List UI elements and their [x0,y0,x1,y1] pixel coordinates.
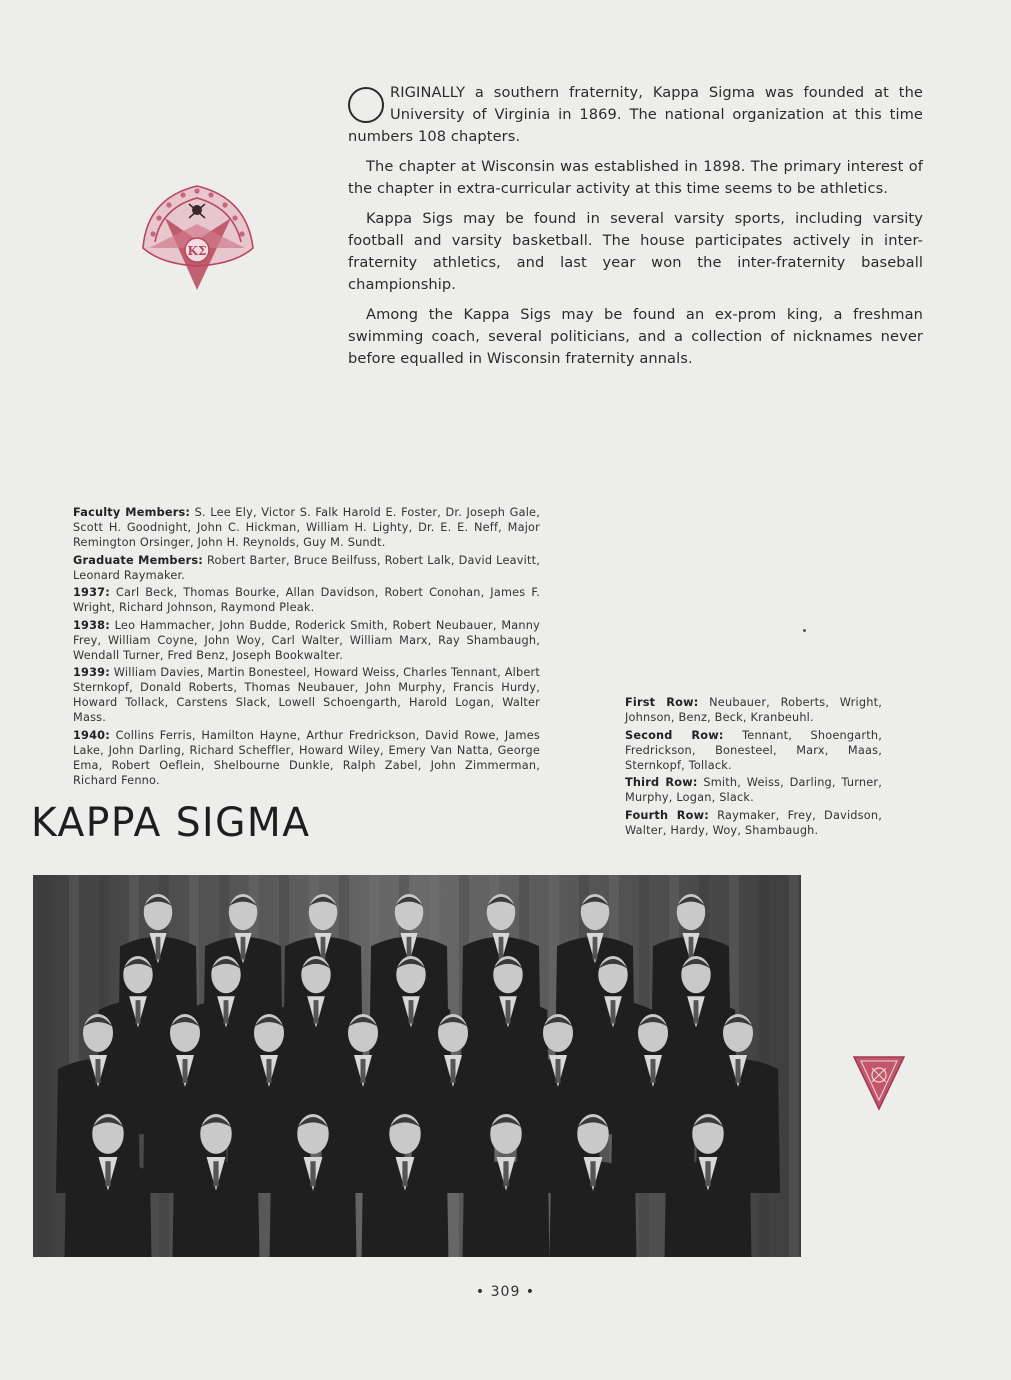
person-part [156,937,161,960]
person-part [651,1059,656,1083]
crest-letters: KΣ [187,244,207,258]
roster-names: Carl Beck, Thomas Bourke, Allan Davidson, Robert Conohan, James F. Wright, Richard Johnson, Raymond Pleak. [73,586,540,614]
kappa-sigma-emblem-icon [852,1055,906,1111]
roster-graduate [73,553,540,583]
roster-names: Leo Hammacher, John Budde, Roderick Smith, Robert Neubauer, Manny Frey, William Coyne, John Woy, Carl Walter, William Marx, Ray Shambaugh, Wendall Turner, Fred Benz, Joseph Bookwalter. [73,618,540,662]
roster-1937 [73,585,540,615]
person-part [499,937,504,960]
person-part [611,1000,616,1024]
caption-label: Third Row: [625,776,698,789]
roster-label: 1937: [73,586,110,599]
roster-names: S. Lee Ely, Victor S. Falk Harold E. Foster, Dr. Joseph Gale, Scott H. Goodnight, John C. Hickman, William H. Lighty, Dr. E. E. Neff, Major Remington Orsinger, John H. Reynolds, Guy M. Sundt. [73,506,540,549]
curtain-fold [789,875,799,1257]
group-photo-image [33,875,801,1257]
roster-label: Graduate Members: [73,553,203,567]
person-part [402,1161,407,1186]
member-roster [73,505,540,790]
person-part [593,937,598,960]
roster-label: 1939: [73,666,110,679]
person-part [506,1000,511,1024]
person-part [105,1161,110,1186]
caption-names: Tennant, Shoengarth, Fredrickson, Bonesteel, Marx, Maas, Sternkopf, Tollack. [625,728,883,772]
page-number: • 309 • [475,1284,536,1300]
person-part [314,1000,319,1024]
roster-names: Robert Barter, Bruce Beilfuss, Robert Lalk, David Leavitt, Leonard Raymaker. [73,553,541,582]
caption-row-2 [625,728,882,773]
caption-label: Second Row: [625,728,724,742]
caption-row-1 [625,695,882,725]
person-part [136,1000,141,1024]
person-part [213,1161,218,1186]
caption-names: Neubauer, Roberts, Wright, Johnson, Benz, Beck, Kranbeuhl. [625,696,882,724]
caption-row-3 [625,775,882,805]
person-part [503,1161,508,1186]
roster-1939 [73,665,540,725]
kappa-sigma-crest-icon [135,178,260,300]
roster-names: Collins Ferris, Hamilton Hayne, Arthur Fredrickson, David Rowe, James Lake, John Darling, Richard Scheffler, Howard Wiley, Emery Van Natta, George Ema, Robert Oeflein, Shelbourne Dunkle, Ralph Zabel, John Zimmerman, Richard Fenno. [73,728,540,787]
dropcap-o-circle [348,87,384,123]
group-photo [33,875,801,1257]
person-part [96,1059,101,1083]
person-part [409,1000,414,1024]
roster-1938 [73,618,540,663]
person-part [224,1000,229,1024]
caption-label: First Row: [625,696,699,709]
intro-p1-text: RIGINALLY a southern fraternity, Kappa Sigma was founded at the University of Virginia in 1869. The national organization at this time numbers 108 chapters. [348,84,923,145]
photo-caption [625,695,882,840]
person-part [361,1059,366,1083]
person-part [556,1059,561,1083]
roster-1940 [73,728,540,788]
person-part [705,1161,710,1186]
person-part [694,1000,699,1024]
person-part [451,1059,456,1083]
person-part [267,1059,272,1083]
person-part [736,1059,741,1083]
roster-faculty [73,505,540,550]
intro-paragraph-4: Among the Kappa Sigs may be found an ex-prom king, a freshman swimming coach, several politicians, and a collection of nicknames never before equalled in Wisconsin fraternity annals. [348,306,923,367]
caption-names: Smith, Weiss, Darling, Turner, Murphy, Logan, Slack. [625,776,882,804]
intro-paragraph-1 [348,82,923,148]
intro-paragraph-2: The chapter at Wisconsin was established in 1898. The primary interest of the chapter in extra-curricular activity at this time seems to be athletics. [348,158,923,197]
person-part [183,1059,188,1083]
caption-label: Fourth Row: [625,808,709,822]
roster-names: William Davies, Martin Bonesteel, Howard Weiss, Charles Tennant, Albert Sternkopf, Donald Roberts, Thomas Neubauer, John Murphy, Francis Hurdy, Howard Tollack, Carstens Slack, Lowell Schoengarth, Harold Logan, Walter Mass. [73,666,540,724]
caption-names: Raymaker, Frey, Davidson, Walter, Hardy, Woy, Shambaugh. [625,808,883,837]
roster-label: 1938: [73,618,110,632]
intro-paragraph-3: Kappa Sigs may be found in several varsity sports, including varsity football and varsity basketball. The house participates actively in inter-fraternity athletics, and last year won the inter-fraternity baseball championship. [348,210,923,293]
roster-label: 1940: [73,728,110,742]
intro-text [348,82,923,378]
roster-label: Faculty Members: [73,506,191,519]
person-part [590,1161,595,1186]
stray-dot [803,629,806,632]
caption-row-4 [625,808,882,838]
person-part [689,937,694,960]
person-part [321,937,326,960]
person-part [241,937,246,960]
person-part [310,1161,315,1186]
curtain-fold [39,875,49,1257]
page-title: KAPPA SIGMA [31,800,311,846]
